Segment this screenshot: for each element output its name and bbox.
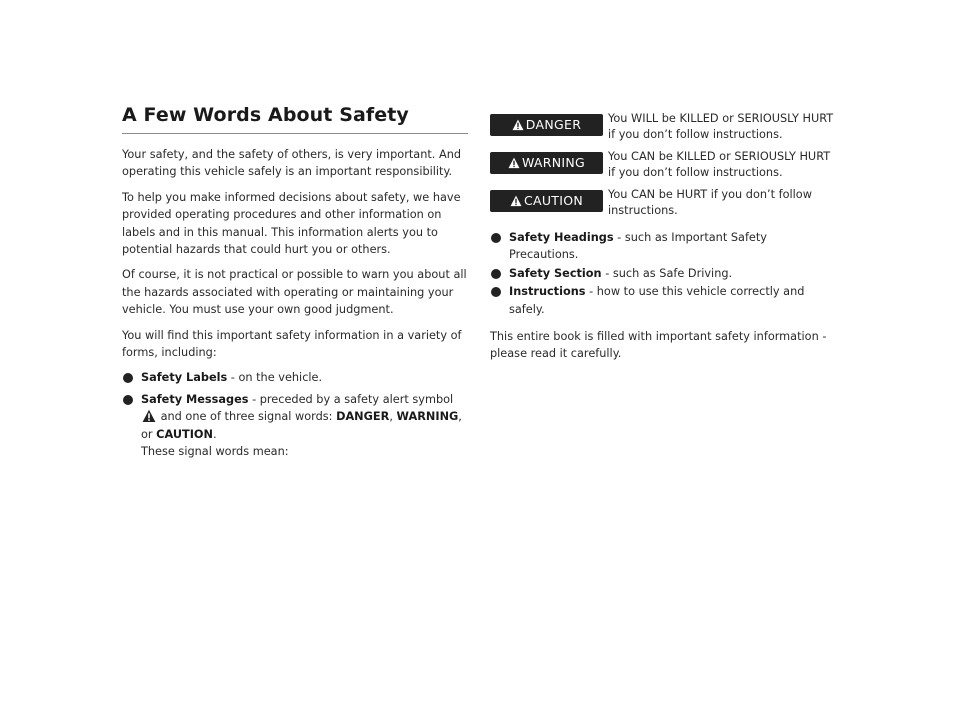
signal-word: WARNING: [521, 155, 586, 171]
signal-description: You CAN be HURT if you don’t follow instructions.: [608, 188, 812, 217]
signal-word-caution: CAUTION: [156, 427, 213, 441]
bullet-label: Safety Messages: [141, 392, 249, 406]
signal-box-warning: [490, 152, 603, 174]
signal-row-caution: [490, 187, 835, 225]
bullet-text: - preceded by a safety alert symbol: [248, 392, 454, 406]
signal-word: CAUTION: [523, 193, 584, 209]
separator: ,: [389, 410, 397, 424]
bullet-safety-messages: [122, 391, 472, 461]
intro-paragraph-1: Your safety, and the safety of others, is very important. And operating this vehicle safely is an important responsibility.: [122, 148, 462, 179]
bullet-label: Safety Section: [509, 266, 602, 280]
right-bullet-list: [490, 229, 835, 318]
bullet-safety-labels: [122, 369, 472, 386]
safety-alert-triangle-icon: [512, 119, 524, 131]
closing-paragraph: This entire book is filled with important safety information - please read it carefully.: [490, 330, 827, 361]
bullet-dot-icon: [491, 269, 501, 279]
bullet-label: Safety Headings: [509, 231, 614, 244]
signal-row-warning: [490, 149, 835, 187]
bullet-safety-section: [490, 265, 835, 282]
bullet-label: Safety Labels: [141, 371, 228, 385]
bullet-text: - how to use this vehicle correctly and safely.: [509, 285, 805, 316]
bullet-instructions: [490, 283, 835, 318]
signal-description: You WILL be KILLED or SERIOUSLY HURT if you don’t follow instructions.: [608, 112, 834, 141]
bullet-dot-icon: [123, 373, 133, 383]
right-column: [490, 111, 835, 374]
safety-alert-triangle-icon: [508, 157, 520, 169]
bullet-label: Instructions: [509, 285, 586, 299]
signal-box-caution: [490, 190, 603, 212]
bullet-dot-icon: [491, 287, 501, 297]
bullet-text: and one of three signal words:: [157, 410, 337, 424]
signal-row-danger: [490, 111, 835, 149]
signal-box-danger: [490, 114, 603, 136]
separator: , or: [141, 410, 462, 441]
safety-alert-triangle-icon: [510, 195, 522, 207]
bullet-text: - on the vehicle.: [227, 371, 323, 385]
signal-word-danger: DANGER: [336, 410, 390, 424]
safety-alert-triangle-icon: [142, 409, 156, 423]
signal-description: You CAN be KILLED or SERIOUSLY HURT if you don’t follow instructions.: [608, 150, 831, 179]
page-title: A Few Words About Safety: [122, 104, 468, 134]
signal-word-warning: WARNING: [396, 410, 459, 424]
period: .: [212, 427, 217, 441]
bullet-tail: These signal words mean:: [141, 445, 289, 459]
bullet-dot-icon: [123, 395, 133, 405]
bullet-dot-icon: [491, 233, 501, 243]
intro-paragraph-3: Of course, it is not practical or possible to warn you about all the hazards associated with operating or maintaining your vehicle. You must use your own good judgment.: [122, 268, 467, 317]
bullet-text: - such as Safe Driving.: [601, 266, 733, 280]
intro-paragraph-4: You will find this important safety information in a variety of forms, including:: [122, 328, 462, 360]
signal-word: DANGER: [525, 117, 582, 133]
left-column: [122, 146, 472, 465]
bullet-text: - such as Important Safety Precautions.: [509, 231, 767, 262]
bullet-safety-headings: [490, 229, 835, 264]
intro-paragraph-2: To help you make informed decisions about safety, we have provided operating procedures and other information on labels and in this manual. This information alerts you to potential hazards that could hurt you or others.: [122, 190, 461, 257]
